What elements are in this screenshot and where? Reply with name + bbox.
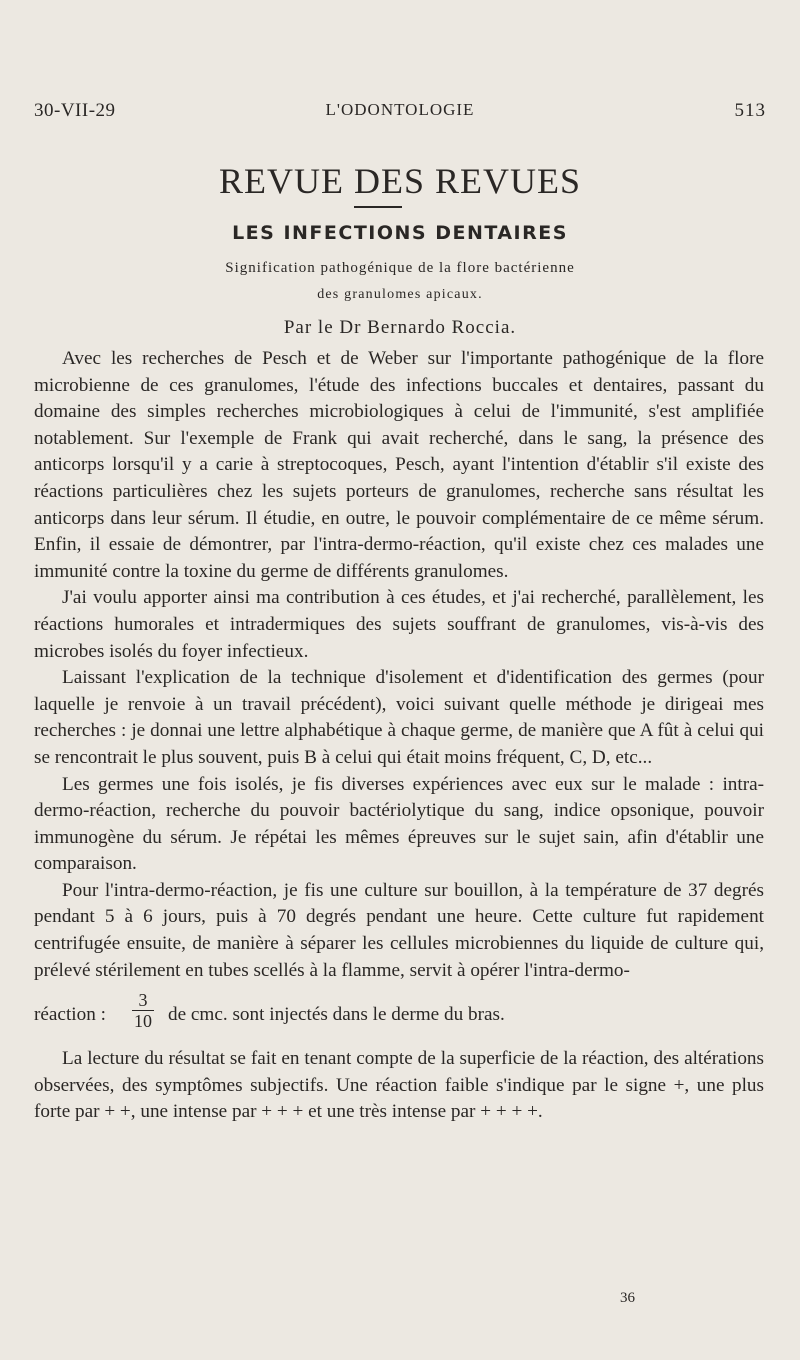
fraction-numerator: 3 [132,990,154,1011]
paragraph: Pour l'intra-dermo-réaction, je fis une culture sur bouillon, à la température de 37 degrés pendant 5 à 6 jours, puis à 70 degrés pendant une heure. Cette culture fut rapidement centrifugée ensuite, de manière à séparer les cellules microbiennes du liquide de culture qui, prélevé stérilement en tubes scellés à la flamme, servit à opérer l'intra-dermo- [34,879,764,981]
article-body [34,346,764,1126]
signature-mark: 36 [620,1290,635,1306]
article-subtitle-line1: Signification pathogénique de la flore bactérienne [225,260,575,276]
formula-text: de cmc. sont injectés dans le derme du bras. [168,1004,505,1026]
paragraph: Laissant l'explication de la technique d'isolement et d'identification des germes (pour laquelle je renvoie à un travail précédent), voici suivant quelle méthode je dirigeai mes recherches : je donnai une lettre alphabétique à chaque germe, de manière que A fût à celui qui se rencontrait le plus souvent, puis B à celui qui était moins fréquent, C, D, etc... [34,667,764,768]
running-header [34,100,766,130]
section-title: REVUE DES REVUES [218,161,581,201]
title-divider [354,206,402,208]
issue-date: 30-VII-29 [34,100,116,121]
paragraph: Les germes une fois isolés, je fis diverses expériences avec eux sur le malade : intra-dermo-réaction, recherche du pouvoir bactériolytique du sang, indice opsonique, pouvoir immunogène du sérum. Je répétai les mêmes épreuves sur le sujet sain, afin d'établir une comparaison. [34,773,764,875]
journal-name: L'ODONTOLOGIE [325,100,475,119]
article-title: LES INFECTIONS DENTAIRES [232,222,568,244]
paragraph: J'ai voulu apporter ainsi ma contribution à ces études, et j'ai recherché, parallèlement, les réactions humorales et intradermiques des sujets souffrant de granulomes, vis-à-vis des microbes isolés du foyer infectieux. [34,587,764,662]
author-byline: Par le Dr Bernardo Roccia. [283,317,517,338]
fraction-denominator: 10 [134,1011,152,1032]
article-subtitle-line2: des granulomes apicaux. [317,287,483,302]
formula-label: réaction : [34,1004,106,1026]
page-number: 513 [734,100,766,121]
dosage-formula [34,990,764,1034]
fraction [132,990,154,1031]
paragraph: Avec les recherches de Pesch et de Weber sur l'importante pathogénique de la flore microbienne de ces granulomes, l'étude des infections buccales et dentaires, passant du domaine des simples recherches microbiologiques à celui de l'immunité, s'est amplifiée notablement. Sur l'exemple de Frank qui avait recherché, dans le sang, la présence des anticorps lorsqu'il y a carie à streptocoques, Pesch, ayant l'intention d'établir s'il existe des réactions particulières chez les sujets porteurs de granulomes, recherche sans résultat les anticorps dans leur sérum. Il étudie, en outre, le pouvoir complémentaire de ce même sérum. Enfin, il essaie de démontrer, par l'intra-dermo-réaction, qu'il existe chez ces malades une immunité contre la toxine du germe de différents granulomes. [34,348,764,582]
paragraph: La lecture du résultat se fait en tenant compte de la superficie de la réaction, des altérations observées, des symptômes subjectifs. Une réaction faible s'indique par le signe +, une plus forte par + +, une intense par + + + et une très intense par + + + +. [34,1048,764,1123]
